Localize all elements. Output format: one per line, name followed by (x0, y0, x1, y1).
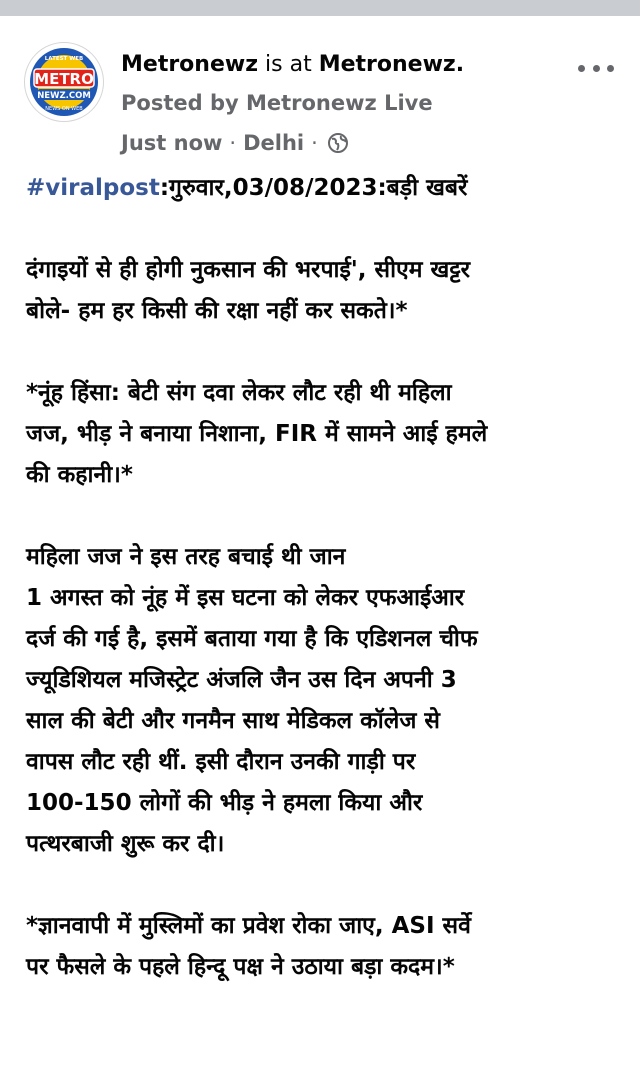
checkin-page[interactable]: Metronewz. (318, 52, 465, 77)
news-line: बोले- हम हर किसी की रक्षा नहीं कर सकते।* (26, 298, 408, 324)
news-line: जज, भीड़ ने बनाया निशाना, FIR में सामने आई हमले (26, 421, 488, 447)
timestamp[interactable]: Just now (121, 131, 223, 155)
news-line: ज्यूडिशियल मजिस्ट्रेट अंजलि जैन उस दिन अपनी 3 (26, 667, 457, 693)
news-line: महिला जज ने इस तरह बचाई थी जान (26, 544, 346, 570)
author-name[interactable]: Metronewz (121, 52, 259, 77)
post-location[interactable]: Delhi (243, 131, 305, 155)
news-line: पर फैसले के पहले हिन्दू पक्ष ने उठाया बड़ा कदम।* (26, 954, 455, 980)
news-line: 100-150 लोगों की भीड़ ने हमला किया और (26, 790, 423, 816)
post-body (26, 168, 626, 1029)
news-line: दंगाइयों से ही होगी नुकसान की भरपाई', सीएम खट्टर (26, 257, 470, 283)
news-line: *नूंह हिंसा: बेटी संग दवा लेकर लौट रही थी महिला (26, 380, 452, 406)
logo-arc-top: LATEST WEB (44, 56, 84, 62)
news-line: दर्ज की गई है, इसमें बताया गया है कि एडिशनल चीफ (26, 626, 478, 652)
news-item (26, 373, 626, 496)
news-line: वापस लौट रही थीं. इसी दौरान उनकी गाड़ी पर (26, 749, 416, 775)
headline-text: :गुरुवार,03/08/2023:बड़ी खबरें (159, 175, 468, 201)
author-line (121, 50, 464, 80)
meta-separator: · (229, 131, 237, 155)
news-item (26, 537, 626, 865)
news-line: की कहानी।* (26, 462, 133, 488)
news-item (26, 906, 626, 988)
metronewz-logo (25, 43, 103, 121)
news-line: साल की बेटी और गनमैन साथ मेडिकल कॉलेज से (26, 708, 440, 734)
hashtag-link[interactable]: #viralpost (26, 175, 160, 201)
feed-divider (0, 0, 640, 16)
logo-text: METRO (34, 70, 94, 88)
globe-icon[interactable] (327, 132, 349, 154)
posted-by[interactable]: Posted by Metronewz Live (121, 91, 433, 115)
news-line: *ज्ञानवापी में मुस्लिमों का प्रवेश रोका जाए, ASI सर्वे (26, 913, 471, 939)
meta-separator: · (311, 131, 318, 155)
post-meta (121, 129, 349, 157)
headline (26, 168, 626, 209)
more-options-icon[interactable] (578, 60, 614, 76)
logo-sub-text: NEWZ.COM (37, 91, 91, 101)
post-header (0, 16, 640, 166)
page-avatar[interactable] (24, 42, 104, 122)
news-line: पत्थरबाजी शुरू कर दी। (26, 831, 225, 857)
news-line: 1 अगस्त को नूंह में इस घटना को लेकर एफआईआर (26, 585, 465, 611)
news-item (26, 250, 626, 332)
logo-arc-bottom: NEWS ON WEB (45, 106, 83, 112)
is-at-text: is at (265, 52, 312, 77)
